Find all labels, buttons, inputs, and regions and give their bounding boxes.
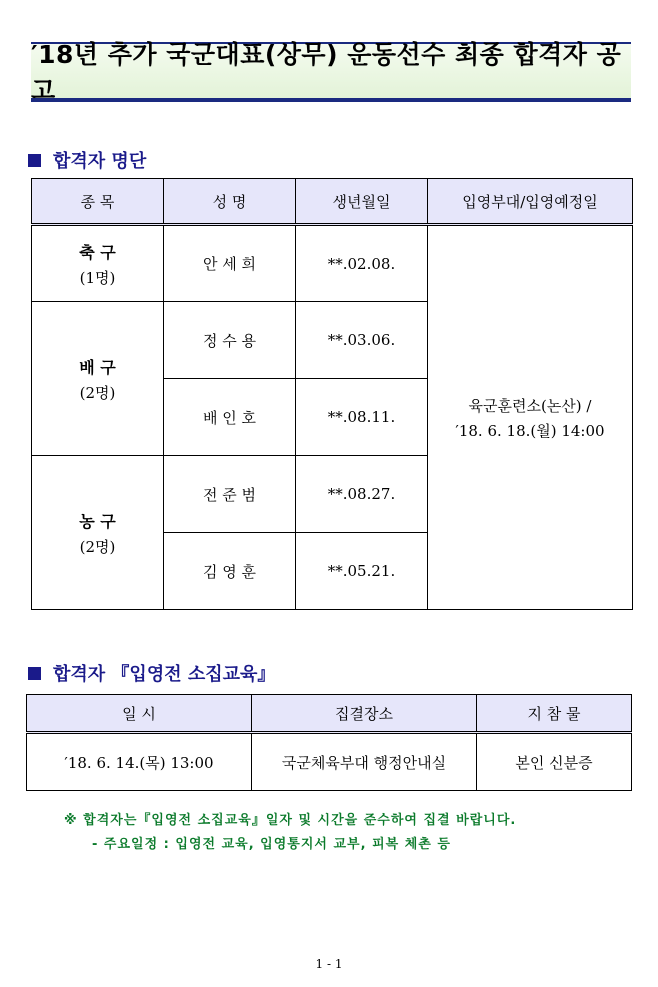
note-line-2: - 주요일정 : 입영전 교육, 입영통지서 교부, 피복 체촌 등 — [92, 837, 451, 852]
name-cell: 배 인 호 — [164, 379, 296, 456]
header-birth: 생년월일 — [296, 179, 428, 225]
birth-cell: **.02.08. — [296, 225, 428, 302]
square-bullet-icon — [28, 667, 41, 680]
section-heading-education: 합격자 『입영전 소집교육』 — [28, 660, 275, 686]
sport-cell: 농 구 (2명) — [32, 456, 164, 610]
birth-cell: **.03.06. — [296, 302, 428, 379]
name-cell: 정 수 용 — [164, 302, 296, 379]
header-sport: 종 목 — [32, 179, 164, 225]
header-name: 성 명 — [164, 179, 296, 225]
section-heading-roster: 합격자 명단 — [28, 147, 146, 173]
note-line-1: ※ 합격자는『입영전 소집교육』일자 및 시간을 준수하여 집결 바랍니다. — [64, 813, 517, 828]
sport-cell: 배 구 (2명) — [32, 302, 164, 456]
birth-cell: **.05.21. — [296, 533, 428, 610]
location-cell: 국군체육부대 행정안내실 — [252, 733, 477, 791]
birth-cell: **.08.27. — [296, 456, 428, 533]
roster-table — [31, 178, 633, 610]
unit-cell: 육군훈련소(논산) / ′18. 6. 18.(월) 14:00 — [428, 225, 633, 610]
page-title: ′18년 추가 국군대표(상무) 운동선수 최종 합격자 공고 — [31, 40, 622, 105]
header-unit: 입영부대/입영예정일 — [428, 179, 633, 225]
header-datetime: 일 시 — [27, 695, 252, 733]
header-location: 집결장소 — [252, 695, 477, 733]
datetime-cell: ′18. 6. 14.(목) 13:00 — [27, 733, 252, 791]
title-banner — [31, 40, 631, 105]
name-cell: 안 세 희 — [164, 225, 296, 302]
header-items: 지 참 물 — [477, 695, 632, 733]
table-row — [27, 733, 632, 791]
name-cell: 전 준 범 — [164, 456, 296, 533]
name-cell: 김 영 훈 — [164, 533, 296, 610]
education-table — [26, 694, 632, 791]
items-cell: 본인 신분증 — [477, 733, 632, 791]
table-row — [32, 225, 633, 302]
square-bullet-icon — [28, 154, 41, 167]
page-number: 1 - 1 — [315, 957, 343, 971]
sport-cell: 축 구 (1명) — [32, 225, 164, 302]
birth-cell: **.08.11. — [296, 379, 428, 456]
